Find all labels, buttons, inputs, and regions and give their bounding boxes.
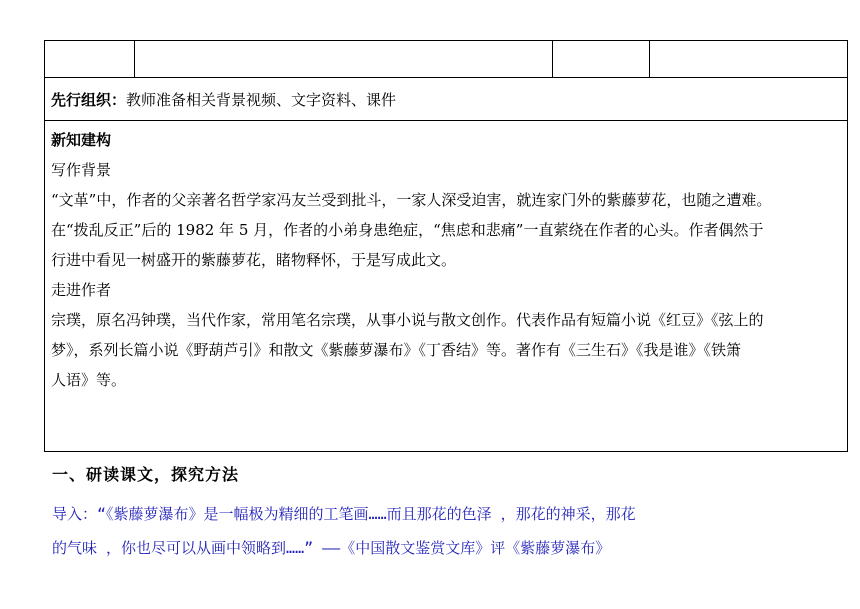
header-cell-4 bbox=[650, 41, 848, 78]
knowledge-construction-heading: 新知建构 bbox=[51, 131, 112, 149]
lesson-plan-table bbox=[44, 40, 848, 452]
knowledge-construction-cell bbox=[45, 121, 848, 452]
author-line: 人语》等。 bbox=[51, 371, 127, 389]
intro-quote-line: 的气味 ，你也尽可以从画中领略到……” ——《中国散文鉴赏文库》评《紫藤萝瀑布》 bbox=[52, 539, 611, 557]
knowledge-construction-row bbox=[45, 121, 848, 452]
table-header-row bbox=[45, 41, 848, 78]
author-line: 宗璞，原名冯钟璞，当代作家，常用笔名宗璞，从事小说与散文创作。代表作品有短篇小说《红豆》《弦上的 bbox=[51, 311, 764, 329]
intro-quote bbox=[52, 497, 832, 565]
writing-background-line: 行进中看见一树盛开的紫藤萝花，睹物释怀，于是写成此文。 bbox=[51, 251, 457, 269]
author-title: 走进作者 bbox=[51, 281, 112, 299]
advance-organizer-label: 先行组织： bbox=[51, 90, 127, 109]
advance-organizer-text: 教师准备相关背景视频、文字资料、课件 bbox=[126, 90, 397, 109]
writing-background-line: 在“拨乱反正”后的 1982 年 5 月，作者的小弟身患绝症，“焦虑和悲痛”一直萦绕在作者的心头。作者偶然于 bbox=[51, 221, 764, 239]
advance-organizer-cell bbox=[45, 78, 848, 121]
header-cell-3 bbox=[553, 41, 650, 78]
author-line: 梦》，系列长篇小说《野葫芦引》和散文《紫藤萝瀑布》《丁香结》等。著作有《三生石》《我是谁》《铁箫 bbox=[51, 341, 742, 359]
advance-organizer-row bbox=[45, 78, 848, 121]
header-cell-1 bbox=[45, 41, 135, 78]
intro-quote-line: 导入：“《紫藤萝瀑布》是一幅极为精细的工笔画……而且那花的色泽 ，那花的神采，那花 bbox=[52, 505, 636, 523]
section-title: 一、研读课文，探究方法 bbox=[52, 465, 240, 484]
writing-background-line: “文革”中，作者的父亲著名哲学家冯友兰受到批斗，一家人深受迫害，就连家门外的紫藤萝花，也随之遭难。 bbox=[51, 191, 772, 209]
header-cell-2 bbox=[135, 41, 553, 78]
writing-background-title: 写作背景 bbox=[51, 161, 112, 179]
